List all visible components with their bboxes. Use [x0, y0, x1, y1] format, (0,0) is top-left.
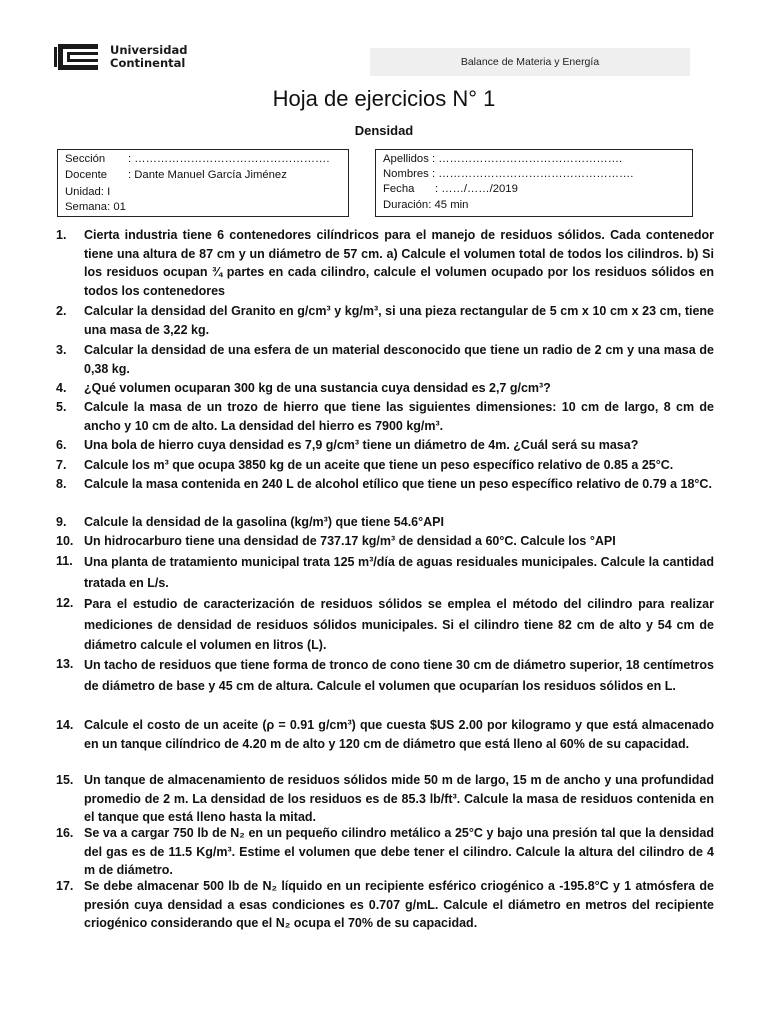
page-title: Hoja de ejercicios N° 1 — [272, 86, 496, 111]
question-number: 5. — [56, 400, 67, 414]
question-text: Una bola de hierro cuya densidad es 7,9 g/cm³ tiene un diámetro de 4m. ¿Cuál será su masa? — [84, 438, 639, 452]
seccion-value: : ……………………………………………. — [128, 153, 330, 165]
question-number: 6. — [56, 438, 67, 452]
seccion-row — [65, 153, 329, 165]
question-9 — [56, 513, 714, 532]
question-14 — [56, 716, 714, 753]
course-info-box — [57, 149, 349, 217]
question-11 — [56, 552, 714, 593]
question-text: Un tanque de almacenamiento de residuos sólidos mide 50 m de largo, 15 m de ancho y una profundidad promedio de 2 m. La densidad de los residuos es de 85.3 lb/ft³. Calcule la masa de residuos contenida en el tanque que está lleno hasta la mitad. — [84, 773, 714, 825]
logo-line1: Universidad — [110, 43, 188, 57]
nombres-field: Nombres : ……………………………………………. — [383, 168, 634, 180]
fecha-value: : ……/……/2019 — [435, 183, 518, 195]
question-number: 3. — [56, 343, 67, 357]
question-text: Un hidrocarburo tiene una densidad de 737.17 kg/m³ de densidad a 60°C. Calcule los °API — [84, 534, 616, 548]
question-3 — [56, 341, 714, 378]
question-text: Calcule el costo de un aceite (ρ = 0.91 g/cm³) que cuesta $US 2.00 por kilogramo y que está almacenado en un tanque cilíndrico de 4.20 m de alto y 120 cm de diámetro que está lleno al 60% de su capacidad. — [84, 718, 714, 751]
question-4 — [56, 379, 714, 398]
course-name: Balance de Materia y Energía — [460, 56, 600, 68]
question-number: 16. — [56, 826, 74, 840]
question-number: 4. — [56, 381, 67, 395]
question-10 — [56, 532, 714, 551]
question-number: 10. — [56, 534, 74, 548]
question-number: 12. — [56, 596, 74, 610]
question-number: 15. — [56, 773, 74, 787]
question-text: Calcule la densidad de la gasolina (kg/m³) que tiene 54.6°API — [84, 515, 444, 529]
university-logo-icon — [52, 42, 102, 72]
question-text: Un tacho de residuos que tiene forma de tronco de cono tiene 30 cm de diámetro superior, 18 centímetros de diámetro de base y 45 cm de altura. Calcule el volumen que ocuparían los residuos sólidos en L. — [84, 658, 714, 693]
question-6 — [56, 436, 714, 455]
question-16 — [56, 824, 714, 880]
question-text: Calcule los m³ que ocupa 3850 kg de un aceite que tiene un peso específico relativo de 0.85 a 25°C. — [84, 458, 674, 472]
question-text: Calcule la masa de un trozo de hierro que tiene las siguientes dimensiones: 10 cm de largo, 8 cm de ancho y 10 cm de alto. La densidad del hierro es 7900 kg/m³. — [84, 400, 714, 433]
question-17 — [56, 877, 714, 933]
course-name-box — [370, 48, 690, 76]
page-subtitle: Densidad — [354, 123, 414, 138]
question-number: 14. — [56, 718, 74, 732]
university-name — [110, 44, 187, 70]
question-13 — [56, 655, 714, 696]
university-logo — [52, 42, 187, 72]
question-text: Calcular la densidad del Granito en g/cm³ y kg/m³, si una pieza rectangular de 5 cm x 10 cm x 23 cm, tiene una masa de 3,22 kg. — [84, 304, 714, 337]
question-number: 1. — [56, 228, 67, 242]
question-text: ¿Qué volumen ocuparan 300 kg de una sustancia cuya densidad es 2,7 g/cm³? — [84, 381, 551, 395]
fecha-label: Fecha — [383, 183, 415, 195]
apellidos-field: Apellidos : …………………………………………. — [383, 153, 623, 165]
question-text: Calcule la masa contenida en 240 L de alcohol etílico que tiene un peso específico relativo de 0.79 a 18°C. — [84, 477, 712, 491]
question-number: 17. — [56, 879, 74, 893]
question-15 — [56, 771, 714, 827]
unidad-row: Unidad: I — [65, 186, 111, 198]
question-number: 13. — [56, 657, 74, 671]
student-info-box — [375, 149, 693, 217]
question-5 — [56, 398, 714, 435]
docente-row — [65, 169, 287, 181]
question-2 — [56, 302, 714, 339]
question-12 — [56, 594, 714, 656]
fecha-row — [383, 183, 518, 195]
seccion-label: Sección — [65, 153, 106, 165]
question-text: Cierta industria tiene 6 contenedores cilíndricos para el manejo de residuos sólidos. Cada contenedor tiene una altura de 87 cm y un diámetro de 57 cm. a) Calcule el volumen total de todos los cilindros. b) Si los residuos ocupan ¾ partes en cada cilindro, calcule el volumen ocupado por los residuos sólidos en todos los contenedores — [84, 228, 714, 298]
question-number: 9. — [56, 515, 67, 529]
question-1 — [56, 226, 714, 300]
docente-value: : Dante Manuel García Jiménez — [128, 169, 287, 181]
logo-line2: Continental — [110, 56, 186, 70]
question-7 — [56, 456, 714, 475]
question-number: 8. — [56, 477, 67, 491]
question-text: Se va a cargar 750 lb de N₂ en un pequeño cilindro metálico a 25°C y bajo una presión tal que la densidad del gas es de 11.5 Kg/m³. Estime el volumen que debe tener el cilindro. Calcule la altura del cilindro de 4 m de diámetro. — [84, 826, 714, 878]
docente-label: Docente — [65, 169, 108, 181]
question-text: Para el estudio de caracterización de residuos sólidos se emplea el método del cilindro para realizar mediciones de densidad de residuos sólidos municipales. Si el cilindro tiene 82 cm de alto y 54 cm de diámetro calcule el volumen en litros (L). — [84, 597, 714, 652]
question-number: 11. — [56, 554, 73, 568]
question-text: Calcular la densidad de una esfera de un material desconocido que tiene un radio de 2 cm y una masa de 0,38 kg. — [84, 343, 714, 376]
question-text: Una planta de tratamiento municipal trata 125 m³/día de aguas residuales municipales. Calcule la cantidad tratada en L/s. — [84, 555, 714, 590]
semana-row: Semana: 01 — [65, 201, 126, 213]
question-text: Se debe almacenar 500 lb de N₂ líquido en un recipiente esférico criogénico a -195.8°C y 1 atmósfera de presión cuya densidad a esas condiciones es 0.707 g/mL. Calcule el diámetro en metros del recipiente criogénico considerando que el N₂ ocupa el 70% de su capacidad. — [84, 879, 714, 931]
duracion-field: Duración: 45 min — [383, 199, 469, 211]
question-number: 2. — [56, 304, 67, 318]
question-8 — [56, 475, 714, 494]
question-number: 7. — [56, 458, 67, 472]
